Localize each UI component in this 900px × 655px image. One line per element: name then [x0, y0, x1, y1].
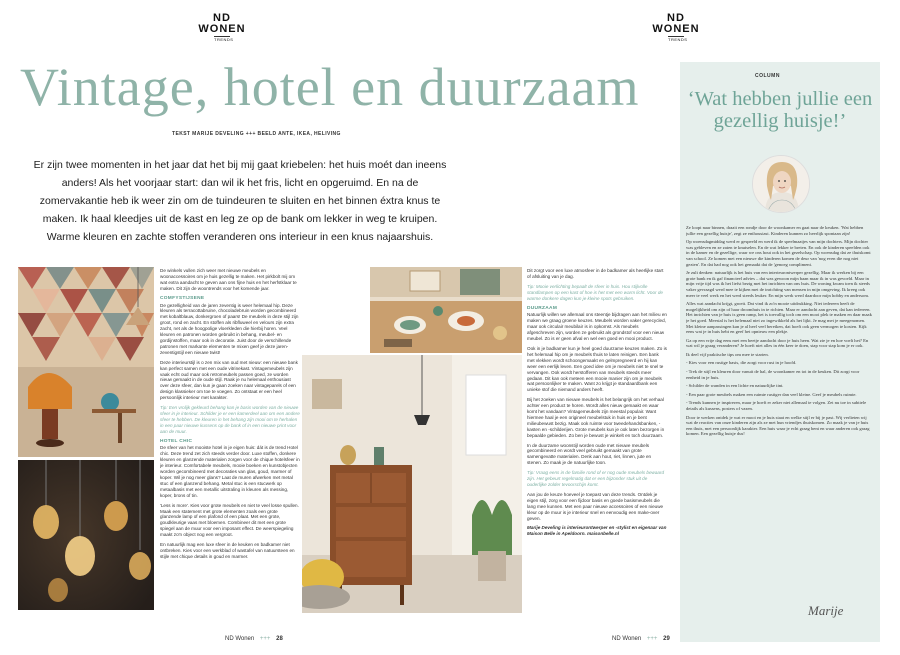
- footer-dots: +++: [259, 636, 271, 642]
- page-number: 28: [276, 636, 283, 642]
- column-paragraph: - Kies voor een rustige basis, die zorgt voor rust in je hoofd.: [686, 360, 797, 366]
- photo-dining-table: [370, 267, 522, 353]
- tip-box: Tip: Een vrolijk gekleurd behang kan je basis worden van de nieuwe sfeer in je interieur. Schilder je er een kamerdeel aan om een andere sfeer te hebben. De kleuren in het behang zijn mooi om te herhalen in een paar nieuwe kussens op de bank of in een nieuwe print voor aan de muur.: [160, 405, 300, 434]
- tip-box: Tip: Vraag eens in de familie rond of er nog oude meubels bewaard zijn. Het gebeurt regelmatig dat er een bijzonder stuk uit de ouderlijke zolder tevoorschijn komt.: [527, 470, 665, 487]
- column-paragraph: - Een paar grote meubels maken een ruimte rustiger dan veel kleine. Geef je meubels ruimte.: [686, 391, 857, 397]
- column-paragraph: Op woensdagmiddag werd er gespeeld en werd ik de speelmaatjes van mijn dochters. Mijn dochter was gebleven en ze zaten te knutselen. En de wat lekker te breien. En ook de kinderen speelden ook in de kamer en de gezellige, waar we ons hout ook in het gezelschap. Op woensdag dat ze thuiskomt van school. Ze komen met een nieuwe die kinderen komen de deur van 'nog even die nog niet gezien'. En dat had nog ook het gemaakt dat de 'genoeg compliment.: [686, 239, 871, 267]
- column-paragraph: Ze loopt naar binnen, draait een rondje door de woonkamer en gaat naar de keuken. 'Wat hebben jullie een gezellig huisje', zegt ze enthousiast. Kinderen kunnen zo heerlijk spontaan zijn!: [686, 225, 864, 236]
- paragraph: De winkels vullen zich weer met nieuwe meubels en woonaccessoires om je huis gezellig te maken. Het pirkbolt mij om wat extra aandacht te geven aan ons fijne huis en het herfstklaar te maken. Dit zijn de woontrends voor het komende jaar.: [160, 268, 297, 291]
- subheading-comfy: COMFYSTIJSENE: [160, 295, 205, 301]
- brand-name: ND WONEN: [198, 12, 246, 35]
- paragraph: 'Less is more'. Kies voor grote meubels en niet te veel losse spullen. Maak een statement met grote elementen zoals een grote glanzende lamp of een plafond of een plaat. Met een grote, goudkleurige vaas met bloemen. Combineer dit met een grote spiegel aan de muur voor een imposant effect. De weerspiegeling maakt zo'n object nog een vergroot.: [160, 502, 299, 538]
- footer-right: [612, 636, 670, 642]
- column-label: COLUMN: [755, 73, 780, 79]
- footer-left: [225, 636, 283, 642]
- author-signature: Marije: [808, 603, 844, 618]
- column-paragraph: - Trek de stijl en kleuren door vanuit de hal, de woonkamer en tot in de keuken. Dit zorgt voor eenheid in je huis.: [686, 369, 860, 380]
- footer-label: ND Wonen: [612, 636, 642, 642]
- page-title: Vintage, hotel en duurzaam: [20, 57, 640, 117]
- brand-section: TRENDS: [668, 37, 688, 42]
- article-column-2: [527, 268, 667, 634]
- footer-dots: +++: [646, 636, 658, 642]
- column-paragraph: - Trends kunnen je inspireren, maar je hoeft er zeker niet allemaal te volgen. Zet nu toe in subtiele details als kussens, posters of vazen.: [686, 400, 867, 412]
- photo-patterned-wallpaper: [18, 267, 154, 457]
- author-avatar: [752, 155, 810, 213]
- paragraph: Natuurlijk willen we allemaal ons steentje bijdragen aan het milieu en maken we graag groene keuzes. Meubels worden vaker gerecycled, maar ook circulair meubilair is in opkomst. Als meubels afgeschreven zijn, worden ze gebruikt als grondstof voor een nieuw meubel. Zo is er geen afval en wel een goed en mooi product.: [527, 312, 667, 342]
- credits: TEKST MARIJE DEVELING +++ BEELD ANTE, IKEA, HELIVING: [172, 131, 341, 137]
- brand-name: ND WONEN: [652, 12, 700, 35]
- article-column-1: [160, 268, 300, 634]
- column-paragraph: Door te werken ontdek je wat er mooi en je huis staat en welke stijl er bij je past. Wij verlieten wij wat de reacties van onze kinderen zijn als ze met hun vriendjes thuiskomen. Zo maak je van je huis een thuis, met een persoonlijk karakter. Een huis waar je echt graag bent en waar anderen ook graag komen. Een gezellig huisje dus!: [686, 414, 870, 437]
- paragraph: Dit zorgt voor een luxe atmosfeer in de badkamer als heerlijke start of afsluiting van je dag.: [527, 268, 664, 279]
- tip-box: Tip: Mooie verlichting bepaalt de sfeer in huis. Hou stijlvolle standlampen op een kast of hoe is het met een warm licht. Voor de warme donkere dagen kun je kleine spots gebruiken.: [527, 283, 663, 301]
- paragraph: Aan jou de keuze hoeveel je toepast van deze trends. Ontdek je eigen stijl, zorg voor een fijdoor basis en goede basismeubels die lang mee kunnen. Met een paar nieuwe accessoires of een nieuwe kleur op de muur is je interieur snel en eenvoudig een make-over geven.: [527, 491, 664, 521]
- paragraph: En natuurlijk mag een luxe sfeer in de keuken en badkamer niet ontbreken. Kies voor een werkblad of wastafel van natuursteen en stijle met chique details in goud en marmer.: [160, 542, 295, 559]
- paragraph: In de duurzame woonstijl worden oude met nieuwe meubels gecombineerd en wordt veel gebruikt gemaakt van grote samengevatte materialen. Denk aan hout, riet, linnen, jute en stenen. Zo maak je de natuurlijke toon.: [527, 442, 652, 466]
- paragraph: Deze interieurstijl is o zen mix van oud met nieuw: een nieuwe bank kan perfect samen met een oude vitrinekast. Vintagemeubels zijn vaak echt oud maar ook retromeubels passen goed, ze worden nieuw gemaakt in de oude stijl. Raak je nu helemaal enthousiast over deze sfeer, dan kun je gaan zoeken naar vintageparels of een design klassieker om toe te voegen. Zo ontstaat er een heel persoonlijk interieur met karakter.: [160, 359, 298, 401]
- brand-section: TRENDS: [214, 37, 234, 42]
- column-paragraph: - Schilder de wanden in een lichte en natuurlijke tint.: [686, 383, 784, 389]
- brand-logo-right: [652, 13, 700, 43]
- page-number: 29: [663, 636, 670, 642]
- column-paragraph: Ik deel vijf praktische tips om mee te starten.: [686, 351, 769, 357]
- column-body: [686, 225, 872, 597]
- paragraph: Bij het zoeken van nieuwe meubels is het belangrijk om het verhaal achter een product te horen. Wordt alles nieuw gemaakt en waar komt het vandaan? Vintagemeubels zijn meestal populair. Want hiermee haal je een origineel meubelstuk in huis en je bent milieubewust bezig. Maak ook ruimte voor tweedehandsbanken, -kasten en -schilderijen. Grote meubels kun je ook laten bezorgen in bepaalde gebieden. Zo ben je bewust je winkelt en toch duurzaam.: [527, 397, 665, 438]
- column-paragraph: Ga op een vrije dag eens met een beetje aandacht door je huis heen. Wat zie je en hoe voelt het? En wat wil je graag veranderen? Je hoeft niet alles in één keer te doen, stap voor stap kom je er ook.: [686, 337, 869, 349]
- photo-vintage-cabinet: [302, 355, 522, 613]
- column-quote: ‘Wat hebben jullie een gezellig huisje!’: [687, 88, 873, 132]
- intro-paragraph: Er zijn twee momenten in het jaar dat het bij mij gaat kriebelen: het huis moét dan ineens anders! Als het voorjaar start: dan wil ik het fris, licht en opgeruimd. En na de zomervakantie heb ik weer zin om de tuindeuren te sluiten en het binnen éxtra knus te maken. Ik haal kleedjes uit de kast en leg ze op de bank om lekker in weg te kruipen. Warme kleuren en zachte stoffen veranderen ons interieur in een knus najaarshuis.: [33, 159, 447, 243]
- paragraph: Ook in je badkamer kun je heel goed duurzame keuzes maken. Zo is het helemaal hip om je meubels thuis te laten reinigen. Een bank met vlekken wordt schoongemaakt en gelmpregneerd en hij kan weer een eerlijk leven. Een goed idee om je meubels niet te snel te vervangen. Ook wordt herstofferen van meubels steeds meer gedaan. Dit kan ook meteen een mooie manier zijn om je meubels wat persoonlijker te maken. Want zo krijgt je standaardbank een unieke stof die niemand anders heeft.: [527, 345, 667, 393]
- author-bio: Marije Develing is interieurontwerper en -stylist en eigenaar van Maison Belle in Apeldoorn. maisonbelle.nl: [527, 525, 667, 537]
- photo-edison-bulbs: [18, 460, 154, 610]
- subheading-hotel-chic: HOTEL CHIC: [160, 438, 193, 444]
- paragraph: De sfeer van het mooiste hotel in je eigen huis: dát is de trend Hotel chic. Deze trend zet zich steeds verder door. Luxe stoffen, donkere kleuren en glanzende materialen zorgen voor de chique hotelsfeer in je interieur. Comfortabele meubels, mooie boeken en kunstobjecten worden gecombineerd met decoraties van glas, goud, marmer of koper. Wil je nog meer glans? Laat de muren afwerken met metal stuc of een glanzend behang. Metal stuc is een stucwerk op metaalbasis met een metallic uitstraling in kleuren als messing, koper, brons of tin.: [160, 445, 300, 498]
- footer-label: ND Wonen: [225, 636, 255, 642]
- paragraph: De gezelligheid van de jaren zeventig is weer helemaal hip. Deze kleuren als terracottabruine, chocoladebruin worden gecombineerd met kobaltblauw, donkergroen of paars! De meubels in deze stijl zijn groot, rond en zacht. En stoffen als ribfluweel en velours zijn extra zacht, net als de hoogpolige vloerkleden die hierbij horen. Veel kleuren en patronen worden gebruikt in behang, meubel- en gordijnstoffen, maar ook in decoratie. Juist door de verschillende patronen met markante elementen te mixen geef je deze jarenzeventigstijl een nieuwe twist!: [160, 302, 299, 355]
- column-paragraph: Alles wat aandacht krijgt, groeit. Dat vind ik zo'n mooie uitdrukking. Niet iedereen heeft de mogelijkheid om zijn of haar droomhuis in te richten. Maar er aandacht aan geven, dat kan iedereen. Het inrichten van je huis is geen ramp, het is toevallig toch om een mooi plek te maken en daar maak je het goed. Meestal is het helemaal niet zo ingewikkeld als het lijkt. Je mag met je meegenomen. Met kleine aanpassingen kan je al heel veel bereiken, dat hoeft ook geen vermogen te kosten. Kijk eens wat je in huis hebt en geef het opnieuw een plekje.: [686, 301, 872, 335]
- subheading-duurzaam: DUURZAAM: [527, 305, 558, 311]
- column-paragraph: Je zult denken: natuurlijk is het huis van een interieurontwerper gezellig. Maar ik werken bij een grote bank en ik gaf financieel advies – dat was gewoon mijn baan maar ik in was gevoeld. Maar in mijn vrije tijd was ik het liefst bezig met het inrichten van ons huis. De woning kwam toen ik steeds vaker gevraagd werd mee te kijken met de inrichting van mensen in mijn omgeving. Ik kreeg ook meer te veel werk en het werd steeds leuker. En mijn werk werd daardoor mijn hobby en andersom.: [686, 270, 870, 298]
- brand-logo-left: [198, 13, 246, 43]
